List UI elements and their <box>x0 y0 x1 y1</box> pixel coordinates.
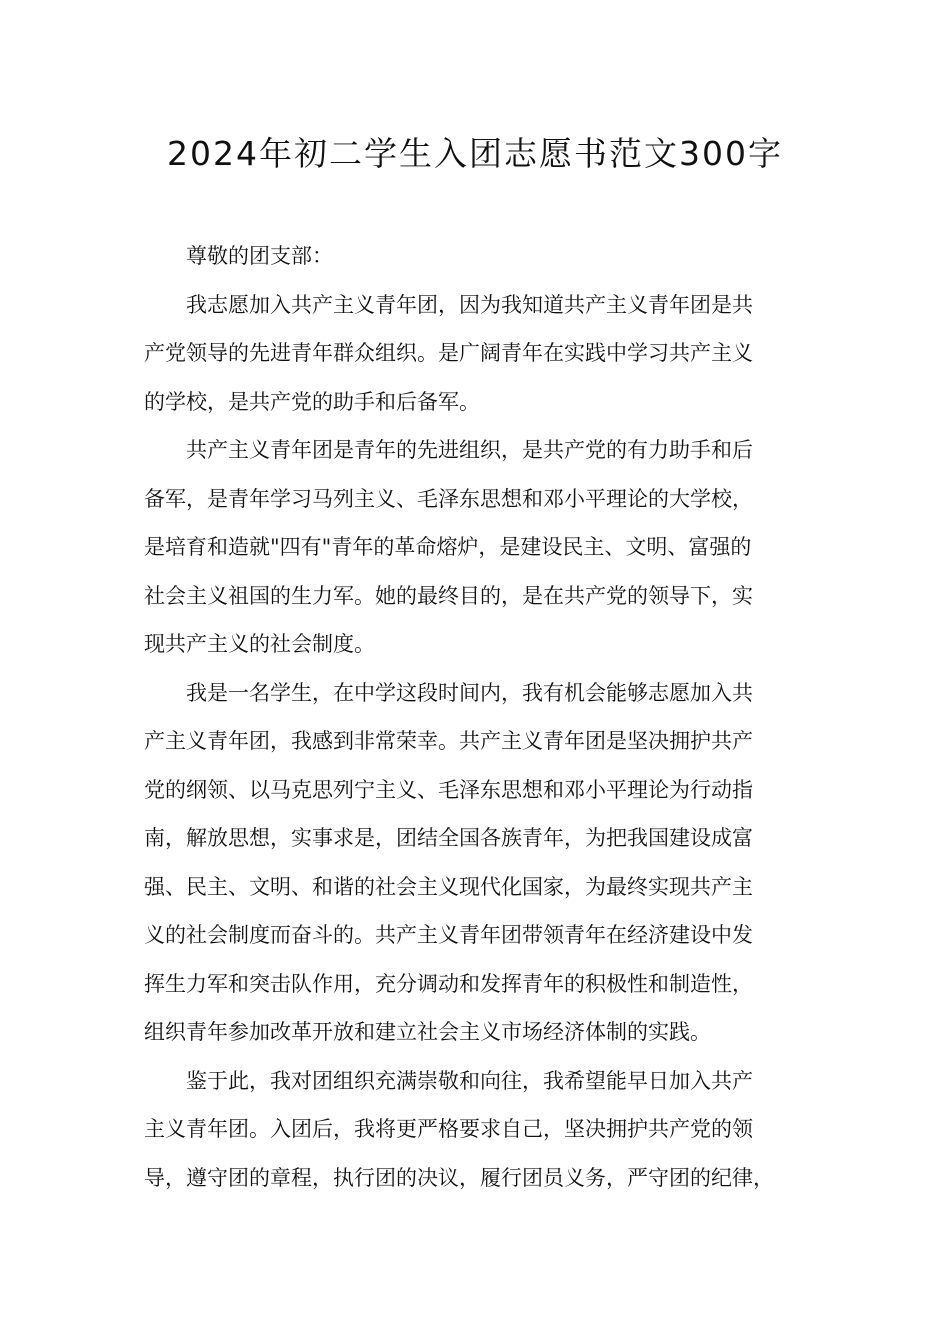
paragraph-line: 南，解放思想，实事求是，团结全国各族青年，为把我国建设成富 <box>144 826 753 850</box>
paragraph-line: 党的纲领、以马克思列宁主义、毛泽东思想和邓小平理论为行动指 <box>144 777 753 802</box>
paragraph-1 <box>144 281 816 427</box>
paragraph-line: 鉴于此，我对团组织充满崇敬和向往，我希望能早日加入共产 <box>186 1068 753 1093</box>
paragraph-line: 现共产主义的社会制度。 <box>144 632 375 656</box>
paragraph-line: 共产主义青年团是青年的先进组织，是共产党的有力助手和后 <box>186 438 753 462</box>
paragraph-line: 产主义青年团，我感到非常荣幸。共产主义青年团是坚决拥护共产 <box>144 729 753 753</box>
paragraph-line: 我志愿加入共产主义青年团，因为我知道共产主义青年团是共 <box>186 292 753 317</box>
document-title: 2024年初二学生入团志愿书范文300字 <box>167 134 783 173</box>
paragraph-line: 的学校，是共产党的助手和后备军。 <box>144 389 480 414</box>
paragraph-line: 组织青年参加改革开放和建立社会主义市场经济体制的实践。 <box>144 1020 711 1044</box>
paragraph-line: 备军，是青年学习马列主义、毛泽东思想和邓小平理论的大学校， <box>144 486 753 511</box>
paragraph-line: 义的社会制度而奋斗的。共产主义青年团带领青年在经济建设中发 <box>144 923 753 947</box>
paragraph-line: 产党领导的先进青年群众组织。是广阔青年在实践中学习共产主义 <box>144 341 753 365</box>
document-body <box>144 232 816 1202</box>
paragraph-4 <box>144 1057 816 1203</box>
paragraph-2 <box>144 426 816 669</box>
paragraph-line: 是培育和造就"四有"青年的革命熔炉，是建设民主、文明、富强的 <box>144 535 752 559</box>
paragraph-line: 挥生力军和突击队作用，充分调动和发挥青年的积极性和制造性， <box>144 971 753 996</box>
paragraph-3 <box>144 669 816 1057</box>
paragraph-line: 社会主义祖国的生力军。她的最终目的，是在共产党的领导下，实 <box>144 583 753 608</box>
paragraph-line: 导，遵守团的章程，执行团的决议，履行团员义务，严守团的纪律， <box>144 1165 774 1190</box>
salutation: 尊敬的团支部： <box>186 244 333 268</box>
paragraph-line: 我是一名学生，在中学这段时间内，我有机会能够志愿加入共 <box>186 680 753 705</box>
paragraph-line: 主义青年团。入团后，我将更严格要求自己，坚决拥护共产党的领 <box>144 1117 753 1141</box>
paragraph-line: 强、民主、文明、和谐的社会主义现代化国家，为最终实现共产主 <box>144 874 753 899</box>
